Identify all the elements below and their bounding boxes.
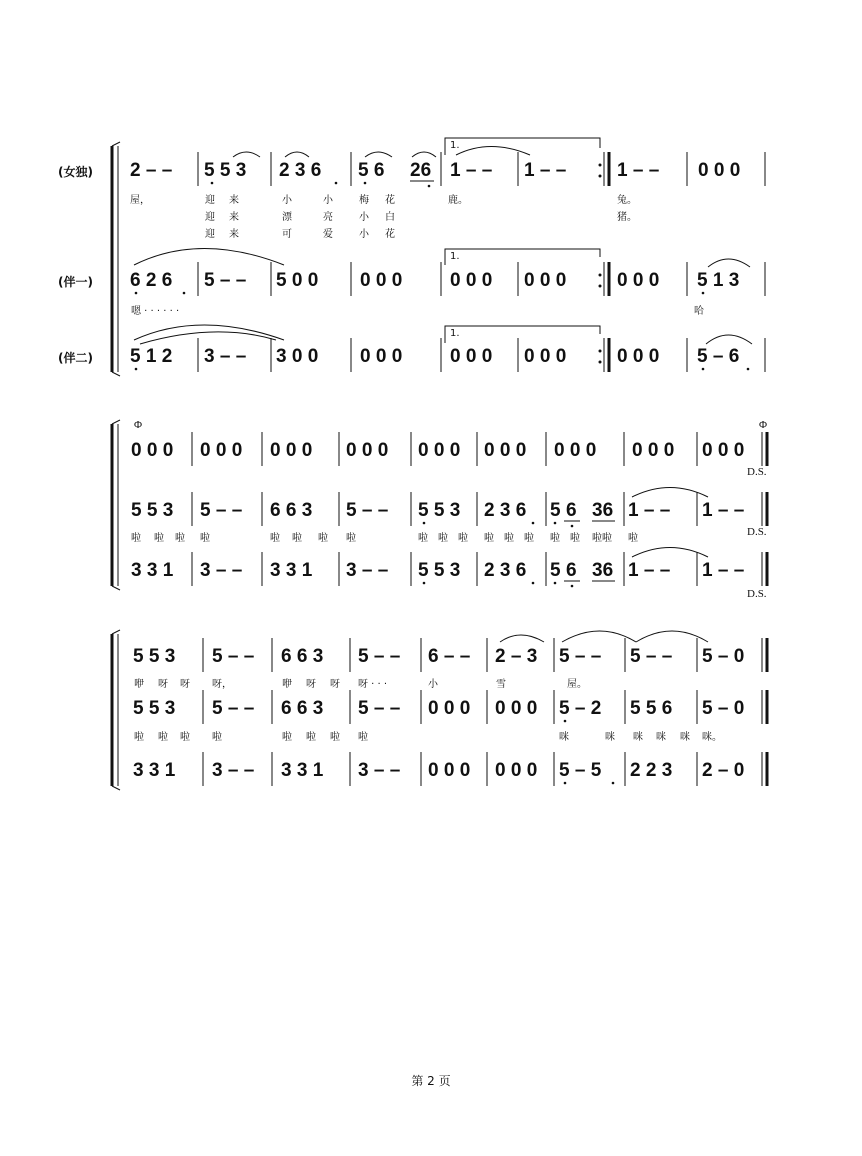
svg-text:咿: 咿	[282, 679, 292, 690]
measure: 1 – –	[524, 160, 567, 181]
svg-text:屋，: 屋，	[130, 195, 150, 206]
svg-text:啦: 啦	[570, 533, 580, 544]
svg-text:0 0 0: 0 0 0	[418, 440, 461, 461]
svg-text:1 – –: 1 – –	[702, 560, 745, 581]
svg-text:咿: 咿	[134, 679, 144, 690]
measure: 2 3 6	[279, 160, 322, 181]
svg-text:5 – –: 5 – –	[212, 646, 255, 667]
measure: 26	[410, 160, 432, 181]
measure: 5 – –	[204, 270, 247, 291]
svg-text:啦: 啦	[175, 533, 185, 544]
svg-text:0 0 0: 0 0 0	[484, 440, 527, 461]
svg-text:屋。: 屋。	[567, 679, 587, 690]
svg-text:啦: 啦	[306, 732, 316, 743]
page-number: 第 2 页	[411, 1074, 451, 1088]
svg-text:啦: 啦	[484, 533, 494, 544]
svg-text:5 – 0: 5 – 0	[702, 646, 745, 667]
measure: 5 6	[358, 160, 385, 181]
svg-text:啦: 啦	[358, 732, 368, 743]
staff-acc1	[130, 249, 765, 318]
svg-text:迎: 迎	[205, 195, 215, 206]
measure: 1 – –	[617, 160, 660, 181]
staff-solo	[131, 432, 767, 478]
system-1	[58, 138, 765, 376]
svg-text:来: 来	[229, 195, 239, 206]
svg-text:1 – –: 1 – –	[628, 500, 671, 521]
svg-text:啦: 啦	[524, 533, 534, 544]
measure: 0 0 0	[360, 270, 403, 291]
svg-text:3 3 1: 3 3 1	[131, 560, 174, 581]
svg-text:5 – –: 5 – –	[358, 698, 401, 719]
svg-text:1.: 1.	[450, 251, 460, 262]
svg-text:咪: 咪	[656, 732, 666, 743]
svg-text:白: 白	[385, 212, 395, 223]
svg-text:5 – –: 5 – –	[358, 646, 401, 667]
svg-text:1.: 1.	[450, 328, 460, 339]
measure: 0 0 0	[360, 346, 403, 367]
svg-text:兔。: 兔。	[617, 195, 637, 206]
svg-text:啦: 啦	[154, 533, 164, 544]
svg-text:亮: 亮	[323, 212, 333, 223]
svg-text:啦: 啦	[180, 732, 190, 743]
measure: 0 0 0	[450, 270, 493, 291]
svg-text:0 0 0: 0 0 0	[428, 760, 471, 781]
svg-text:5 5 3: 5 5 3	[133, 646, 176, 667]
svg-text:2 2 3: 2 2 3	[630, 760, 673, 781]
svg-text:啦: 啦	[292, 533, 302, 544]
measure: 0 0 0	[524, 270, 567, 291]
svg-text:咪: 咪	[605, 732, 615, 743]
lyrics-solo	[130, 193, 637, 240]
svg-text:嗯 · · · · · ·: 嗯 · · · · · ·	[131, 306, 180, 317]
svg-text:0 0 0: 0 0 0	[428, 698, 471, 719]
svg-text:咪: 咪	[680, 732, 690, 743]
svg-text:0 0 0: 0 0 0	[131, 440, 174, 461]
svg-text:啦: 啦	[346, 533, 356, 544]
svg-text:啦: 啦	[318, 533, 328, 544]
svg-text:小: 小	[282, 195, 292, 206]
svg-text:36: 36	[592, 500, 614, 521]
svg-text:呀: 呀	[158, 679, 168, 690]
svg-text:5 – –: 5 – –	[346, 500, 389, 521]
svg-text:5 5 3: 5 5 3	[131, 500, 174, 521]
svg-text:啦: 啦	[628, 533, 638, 544]
svg-text:咪: 咪	[559, 732, 569, 743]
measure: 0 0 0	[524, 346, 567, 367]
svg-text:咪。: 咪。	[702, 732, 722, 743]
svg-text:0 0 0: 0 0 0	[632, 440, 675, 461]
svg-text:迎: 迎	[205, 212, 215, 223]
svg-text:啦: 啦	[438, 533, 448, 544]
staff-acc2	[130, 325, 765, 372]
svg-text:猪。: 猪。	[617, 212, 637, 223]
measure: 5 1 2	[130, 346, 173, 367]
svg-text:3 – –: 3 – –	[200, 560, 243, 581]
svg-text:D.S.: D.S.	[747, 588, 767, 600]
svg-text:2 3 6: 2 3 6	[484, 500, 527, 521]
svg-text:6 – –: 6 – –	[428, 646, 471, 667]
svg-text:啦: 啦	[270, 533, 280, 544]
svg-text:哈: 哈	[694, 306, 704, 317]
measure: 0 0 0	[698, 160, 741, 181]
svg-text:漂: 漂	[282, 212, 292, 223]
svg-text:6 6 3: 6 6 3	[281, 698, 324, 719]
svg-text:D.S.: D.S.	[747, 466, 767, 478]
svg-text:D.S.: D.S.	[747, 526, 767, 538]
svg-text:花: 花	[385, 229, 395, 240]
svg-text:啦: 啦	[282, 732, 292, 743]
svg-text:小: 小	[428, 679, 438, 690]
svg-text:咪: 咪	[633, 732, 643, 743]
svg-text:1.: 1.	[450, 140, 460, 151]
system-3	[112, 630, 767, 790]
svg-text:呀: 呀	[306, 679, 316, 690]
measure: 5 1 3	[697, 270, 740, 291]
svg-text:5 – 2: 5 – 2	[559, 698, 602, 719]
svg-text:5 5 6: 5 5 6	[630, 698, 673, 719]
staff-acc2	[133, 752, 767, 786]
svg-text:啦: 啦	[504, 533, 514, 544]
staff-acc1	[131, 488, 767, 545]
svg-text:2 3 6: 2 3 6	[484, 560, 527, 581]
svg-text:3 3 1: 3 3 1	[270, 560, 313, 581]
svg-text:迎: 迎	[205, 229, 215, 240]
part-name-acc1: (伴一)	[58, 275, 93, 289]
svg-text:来: 来	[229, 229, 239, 240]
svg-text:3 – –: 3 – –	[346, 560, 389, 581]
svg-text:啦: 啦	[134, 732, 144, 743]
svg-text:1 – –: 1 – –	[702, 500, 745, 521]
staff-solo	[130, 147, 765, 188]
svg-text:啦: 啦	[212, 732, 222, 743]
svg-text:6 6 3: 6 6 3	[281, 646, 324, 667]
svg-text:可: 可	[282, 229, 292, 240]
svg-text:啦: 啦	[330, 732, 340, 743]
svg-text:3 3 1: 3 3 1	[281, 760, 324, 781]
svg-text:0 0 0: 0 0 0	[270, 440, 313, 461]
svg-text:5 – 5: 5 – 5	[559, 760, 602, 781]
measure: 1 – –	[450, 160, 493, 181]
svg-text:小: 小	[359, 212, 369, 223]
staff-solo	[133, 631, 767, 690]
svg-text:5: 5	[550, 560, 561, 581]
svg-text:5 5 3: 5 5 3	[133, 698, 176, 719]
svg-text:5 – –: 5 – –	[559, 646, 602, 667]
svg-text:36: 36	[592, 560, 614, 581]
measure: 5 0 0	[276, 270, 319, 291]
svg-text:来: 来	[229, 212, 239, 223]
measure: 5 – 6	[697, 346, 740, 367]
svg-text:3 – –: 3 – –	[358, 760, 401, 781]
svg-text:鹿。: 鹿。	[448, 195, 468, 206]
svg-text:啦: 啦	[418, 533, 428, 544]
svg-text:0 0 0: 0 0 0	[702, 440, 745, 461]
svg-text:0 0 0: 0 0 0	[495, 760, 538, 781]
svg-text:啦: 啦	[200, 533, 210, 544]
staff-acc1	[133, 690, 767, 743]
svg-text:5 5 3: 5 5 3	[418, 560, 461, 581]
coda-sign: Φ	[759, 419, 768, 431]
svg-text:小: 小	[359, 229, 369, 240]
measure: 5 5 3	[204, 160, 247, 181]
svg-text:啦: 啦	[158, 732, 168, 743]
svg-text:3 – –: 3 – –	[212, 760, 255, 781]
svg-text:6: 6	[566, 500, 577, 521]
coda-sign: Φ	[134, 419, 143, 431]
svg-text:梅: 梅	[359, 195, 369, 206]
svg-text:0 0 0: 0 0 0	[346, 440, 389, 461]
measure: 0 0 0	[617, 270, 660, 291]
svg-text:5 – 0: 5 – 0	[702, 698, 745, 719]
svg-text:5 – –: 5 – –	[200, 500, 243, 521]
svg-text:6: 6	[566, 560, 577, 581]
svg-text:1 – –: 1 – –	[628, 560, 671, 581]
staff-acc2	[131, 548, 767, 601]
measure: 0 0 0	[450, 346, 493, 367]
svg-text:小: 小	[323, 195, 333, 206]
svg-text:雪: 雪	[496, 679, 506, 690]
svg-text:2 – 0: 2 – 0	[702, 760, 745, 781]
svg-text:花: 花	[385, 195, 395, 206]
measure: 0 0 0	[617, 346, 660, 367]
svg-text:爱: 爱	[323, 229, 333, 240]
svg-text:3 3 1: 3 3 1	[133, 760, 176, 781]
svg-text:呀，: 呀，	[212, 679, 232, 690]
measure: 6 2 6	[130, 270, 173, 291]
measure: 3 – –	[204, 346, 247, 367]
svg-text:2 – 3: 2 – 3	[495, 646, 538, 667]
svg-text:啦: 啦	[550, 533, 560, 544]
part-name-acc2: (伴二)	[58, 351, 93, 365]
svg-text:呀 · · ·: 呀 · · ·	[358, 679, 388, 690]
svg-text:啦: 啦	[458, 533, 468, 544]
svg-text:0 0 0: 0 0 0	[200, 440, 243, 461]
system-2	[112, 419, 767, 600]
svg-text:呀: 呀	[180, 679, 190, 690]
svg-text:5 – –: 5 – –	[630, 646, 673, 667]
svg-text:5 – –: 5 – –	[212, 698, 255, 719]
measure: 3 0 0	[276, 346, 319, 367]
svg-text:呀: 呀	[330, 679, 340, 690]
svg-text:啦: 啦	[131, 533, 141, 544]
measure: 2 – –	[130, 160, 173, 181]
svg-text:0 0 0: 0 0 0	[495, 698, 538, 719]
svg-text:5: 5	[550, 500, 561, 521]
part-name-solo: (女独)	[58, 165, 93, 179]
svg-text:5 5 3: 5 5 3	[418, 500, 461, 521]
svg-text:0 0 0: 0 0 0	[554, 440, 597, 461]
svg-text:啦啦: 啦啦	[592, 533, 612, 544]
svg-text:6 6 3: 6 6 3	[270, 500, 313, 521]
